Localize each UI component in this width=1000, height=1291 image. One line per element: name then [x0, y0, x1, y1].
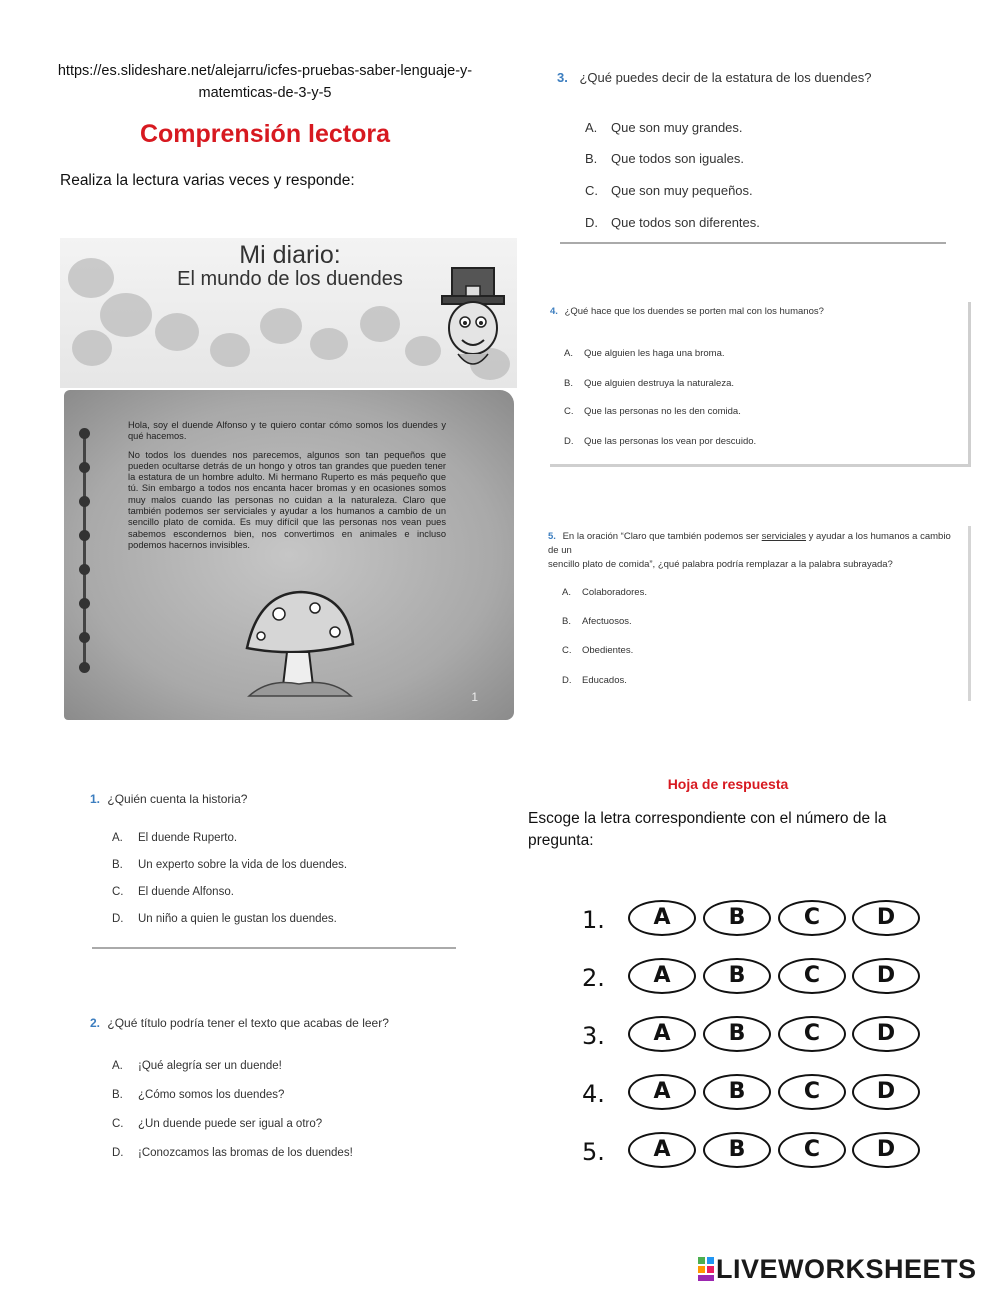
question-3 [557, 70, 957, 250]
binding-ring-icon [79, 496, 90, 507]
option-d: D. Educados. [562, 675, 627, 686]
question-number: 2. [90, 1016, 101, 1030]
answer-row-number: 1. [582, 906, 605, 934]
clover-leaf-icon [68, 258, 114, 298]
clover-leaf-icon [405, 336, 441, 366]
answer-row-number: 3. [582, 1022, 605, 1050]
answer-bubble-d[interactable]: D [852, 900, 920, 936]
answer-row [582, 1016, 922, 1056]
question-text: ¿Quién cuenta la historia? [107, 792, 248, 806]
clover-leaf-icon [100, 293, 152, 337]
answer-bubble-d[interactable]: D [852, 958, 920, 994]
reading-image [60, 238, 517, 720]
answer-bubble-b[interactable]: B [703, 900, 771, 936]
answer-bubble-b[interactable]: B [703, 1074, 771, 1110]
question-stem [548, 530, 960, 572]
option-d: D. Un niño a quien le gustan los duendes. [112, 913, 337, 925]
question-1 [90, 792, 470, 932]
answer-row [582, 1074, 922, 1114]
answer-bubble-b[interactable]: B [703, 1016, 771, 1052]
answer-bubble-d[interactable]: D [852, 1074, 920, 1110]
diary-page [64, 390, 514, 720]
page-title: Comprensión lectora [139, 120, 391, 148]
clover-leaf-icon [72, 330, 112, 366]
option-d: D. Que las personas los vean por descuido. [564, 436, 757, 447]
answer-bubble-c[interactable]: C [778, 1074, 846, 1110]
option-b: B. Que alguien destruya la naturaleza. [564, 378, 734, 389]
answer-bubble-c[interactable]: C [778, 1016, 846, 1052]
answer-bubble-a[interactable]: A [628, 958, 696, 994]
answer-sheet-title: Hoja de respuesta [667, 776, 789, 792]
page-number: 1 [471, 690, 478, 704]
divider [560, 242, 946, 244]
story-paragraph: No todos los duendes nos parecemos, algunos son tan pequeños que pueden ocultarse detrás de un hongo y otros tan grandes que pueden tener la estatura de un hombre adulto. Mi hermano Ruperto es más pequeño que tú. Sin embargo a todos nos encanta hacer bromas y en ocasiones somos muy malos cuando las personas no cuidan a la naturaleza. Claro que también podemos ser serviciales y ayudar a los humanos a cambio de un sencillo plato de comida. Es muy difícil que las personas nos vean pues sabemos escondernos bien, nos convertimos en animales e incluso podemos hacernos invisibles. [128, 449, 446, 550]
question-text: En la oración “Claro que también podemos ser [562, 531, 760, 542]
answer-row [582, 1132, 922, 1172]
option-c: C. El duende Alfonso. [112, 886, 234, 898]
story-text [128, 420, 446, 558]
option-a: A. Que son muy grandes. [585, 120, 743, 135]
instruction-text: Realiza la lectura varias veces y responde: [60, 172, 355, 189]
answer-bubble-a[interactable]: A [628, 900, 696, 936]
option-b: B. Un experto sobre la vida de los duendes. [112, 859, 348, 871]
question-number: 3. [557, 70, 568, 85]
question-4 [550, 302, 971, 467]
answer-bubble-b[interactable]: B [703, 958, 771, 994]
mushroom-icon [239, 588, 359, 703]
question-stem [550, 306, 824, 317]
story-paragraph: Hola, soy el duende Alfonso y te quiero contar cómo somos los duendes y qué hacemos. [128, 420, 446, 442]
answer-bubble-b[interactable]: B [703, 1132, 771, 1168]
option-b: B. Afectuosos. [562, 616, 632, 627]
clover-banner [60, 238, 517, 388]
liveworksheets-icon [698, 1257, 714, 1281]
question-text: ¿Qué hace que los duendes se porten mal con los humanos? [564, 306, 824, 317]
clover-leaf-icon [155, 313, 199, 351]
option-b: B. Que todos son iguales. [585, 151, 744, 166]
option-c: C. Que son muy pequeños. [585, 183, 753, 198]
brand-name: LIVEWORKSHEETS [716, 1254, 977, 1284]
question-text: ¿Qué título podría tener el texto que acabas de leer? [107, 1016, 389, 1030]
answer-bubble-a[interactable]: A [628, 1132, 696, 1168]
clover-leaf-icon [310, 328, 348, 360]
answer-bubble-c[interactable]: C [778, 958, 846, 994]
underlined-word: serviciales [761, 531, 807, 542]
question-number: 5. [548, 531, 556, 542]
binding-ring-icon [79, 530, 90, 541]
answer-row [582, 900, 922, 940]
option-d: D. Que todos son diferentes. [585, 215, 760, 230]
binding-ring-icon [79, 428, 90, 439]
answer-sheet-instruction: Escoge la letra correspondiente con el número de la pregunta: [528, 810, 887, 849]
option-a: A. Que alguien les haga una broma. [564, 348, 725, 359]
question-number: 4. [550, 306, 558, 317]
option-d: D. ¡Conozcamos las bromas de los duendes! [112, 1147, 353, 1159]
answer-bubble-d[interactable]: D [852, 1016, 920, 1052]
clover-leaf-icon [360, 306, 400, 342]
question-text: y ayudar a los humanos a cambio de un [548, 531, 951, 556]
answer-bubble-c[interactable]: C [778, 900, 846, 936]
answer-bubble-a[interactable]: A [628, 1016, 696, 1052]
option-a: A. Colaboradores. [562, 587, 647, 598]
option-c: C. Que las personas no les den comida. [564, 406, 741, 417]
clover-leaf-icon [260, 308, 302, 344]
answer-bubble-c[interactable]: C [778, 1132, 846, 1168]
question-stem [557, 70, 957, 85]
answer-row-number: 2. [582, 964, 605, 992]
binding-ring-icon [79, 632, 90, 643]
diary-title: Mi diario: [239, 241, 341, 269]
diary-subtitle: El mundo de los duendes [177, 268, 403, 290]
option-c: C. ¿Un duende puede ser igual a otro? [112, 1118, 323, 1130]
binding-ring-icon [79, 564, 90, 575]
answer-row-number: 4. [582, 1080, 605, 1108]
option-b: B. ¿Cómo somos los duendes? [112, 1089, 285, 1101]
binding-ring-icon [79, 598, 90, 609]
question-5 [548, 526, 971, 701]
answer-row-number: 5. [582, 1138, 605, 1166]
answer-row [582, 958, 922, 998]
source-url: https://es.slideshare.net/alejarru/icfes-pruebas-saber-lenguaje-y-matemticas-de-3-y-5 [57, 63, 473, 101]
divider [92, 947, 456, 949]
liveworksheets-logo [698, 1254, 977, 1285]
question-stem [90, 792, 470, 806]
binding-ring-icon [79, 462, 90, 473]
question-number: 1. [90, 792, 101, 806]
binding-ring-icon [79, 662, 90, 673]
option-c: C. Obedientes. [562, 645, 634, 656]
leprechaun-icon [438, 266, 508, 376]
answer-bubble-d[interactable]: D [852, 1132, 920, 1168]
clover-leaf-icon [210, 333, 250, 367]
question-stem [90, 1016, 470, 1030]
question-text: sencillo plato de comida”, ¿qué palabra podría remplazar a la palabra subrayada? [548, 559, 893, 570]
answer-bubble-a[interactable]: A [628, 1074, 696, 1110]
question-2 [90, 1016, 470, 1166]
option-a: A. El duende Ruperto. [112, 832, 238, 844]
option-a: A. ¡Qué alegría ser un duende! [112, 1060, 282, 1072]
question-text: ¿Qué puedes decir de la estatura de los duendes? [579, 70, 872, 85]
